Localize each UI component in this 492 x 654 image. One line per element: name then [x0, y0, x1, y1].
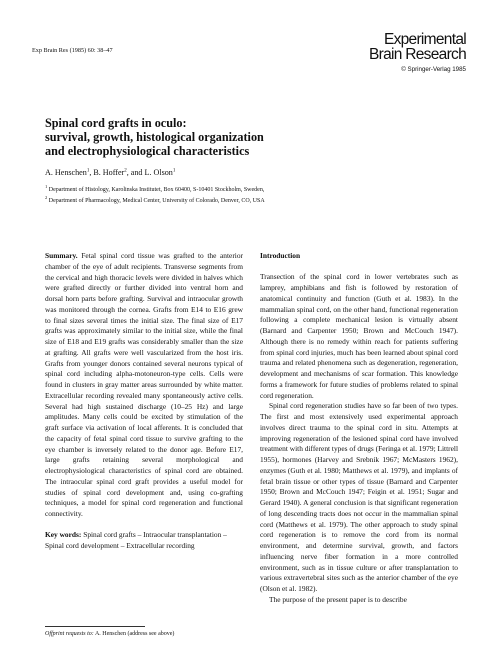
introduction-paragraph-3: The purpose of the present paper is to describe [269, 594, 407, 604]
article-title [45, 116, 445, 159]
affiliation-2: $^2$ Department of Pharmacology, Medical Center, University of Colorado, Denver, CO, USA [45, 195, 265, 205]
summary-label: Summary. [45, 251, 78, 260]
author-sup: 1 [172, 168, 176, 174]
journal-name-line1: Experimental [383, 31, 466, 48]
author-list: A. Henschen$^1$, B. Hoffer$^2$, and L. Olson$^1$ [45, 168, 176, 177]
journal-name-line2: Brain Research [368, 46, 466, 63]
summary-paragraph [45, 251, 243, 520]
keywords-text: Spinal cord grafts – Intraocular transplantation – Spinal cord development – Extracellular recording [45, 530, 227, 551]
offprint-footnote [45, 631, 174, 637]
introduction-heading: Introduction [260, 251, 301, 260]
offprint-label: Offprint requests to: [45, 631, 94, 637]
author-olson: and L. Olson [130, 168, 173, 177]
footnote-divider [45, 626, 145, 627]
introduction-paragraph-1: Transection of the spinal cord in lower vertebrates such as lamprey, amphibians and fish is followed by restoration of anatomical continuity and function (Guth et al. 1983). In the mammalian spinal cord, on the other hand, functional regeneration following a complete mechanical lesion is virtually absent (Barnard and Carpenter 1950; Brown and McCouch 1947). Although there is no remedy within reach for patients suffering from spinal cord injuries, much has been learned about spinal cord trauma and related phenomena such as degeneration, regeneration, development and mechanisms of scar formation. This knowledge forms a framework for future studies of problems related to spinal cord regeneration. [260, 272, 458, 400]
introduction-paragraph-2: Spinal cord regeneration studies have so far been of two types. The first and most extensively used experimental approach involves direct trauma to the spinal cord in situ. Attempts at improving regeneration of the lesioned spinal cord have involved treatment with different types of drugs (Feringa et al. 1979; Littrell 1955), hormones (Harvey and Srebnik 1967; McMasters 1962), enzymes (Guth et al. 1980; Matthews et al. 1979), and implants of fetal brain tissue or other types of tissue (Barnard and Carpenter 1950; Brown and McCouch 1947; Feigin et al. 1951; Sugar and Gerard 1940). A general conclusion is that significant regeneration of long descending tracts does not occur in the mammalian spinal cord (Matthews et al. 1979). The other approach to study spinal cord regeneration is to remove the cord from its normal environment, and determine survival, growth, and factors influencing nerve fiber formation in a more controlled environment, such as in tissue culture or after transplantation to various extravertebral sites such as the anterior chamber of the eye (Olson et al. 1982). [260, 401, 458, 594]
keywords-paragraph [45, 530, 243, 552]
summary-text: Fetal spinal cord tissue was grafted to the anterior chamber of the eye of adult recipients. Transverse segments from the cervical and high thoracic levels were divided in halves which were grafted directly or further divided into ventral horn and dorsal horn parts before grafting. Survival and intraocular growth was monitored through the cornea. Grafts from E14 to E16 grew to final sizes several times the initial size. The final size of E17 grafts was approximately similar to the initial size, while the final size of E18 and E19 grafts was considerably smaller than the size at grafting. All grafts were well vascularized from the host iris. Grafts from younger donors contained several neurons typical of spinal cord including alpha-motoneuron-type cells. Cells were found in clusters in gray matter areas surrounded by white matter. Extracellular recording revealed many spontaneously active cells. Several had high sustained discharge (10–25 Hz) and large amplitudes. Many cells could be excited by stimulation of the graft surface via activation of local afferents. It is concluded that the capacity of fetal spinal cord tissue to survive grafting to the eye chamber is inversely related to the donor age. Before E17, large grafts retaining several morphological and electrophysiological characteristics of spinal cord are obtained. The intraocular spinal cord graft provides a useful model for studies of spinal cord development and, using co-grafting techniques, a model for spinal cord regeneration and functional connectivity. [45, 251, 243, 518]
copyright-notice: © Springer-Verlag 1985 [401, 66, 466, 73]
author-sup: 1 [86, 168, 90, 174]
affiliations [45, 183, 465, 206]
offprint-text: A. Henschen (address see above) [94, 631, 175, 637]
author-hoffer: B. Hoffer [93, 168, 125, 177]
affiliation-1: $^1$ Department of Histology, Karolinska Institutet, Box 60400, S-10401 Stockholm, Sweden, [45, 184, 265, 193]
right-column [260, 251, 458, 606]
left-column [45, 251, 243, 552]
journal-logo [369, 32, 466, 73]
author-sup: 2 [124, 168, 127, 174]
journal-citation: Exp Brain Res (1985) 60: 38–47 [32, 47, 113, 54]
author-henschen: A. Henschen [45, 168, 87, 177]
keywords-label: Key words: [45, 530, 82, 540]
title-line-3: and electrophysiological characteristics [45, 144, 250, 159]
title-line-1: Spinal cord grafts in oculo: [45, 116, 187, 130]
title-line-2: survival, growth, histological organization [45, 130, 264, 145]
